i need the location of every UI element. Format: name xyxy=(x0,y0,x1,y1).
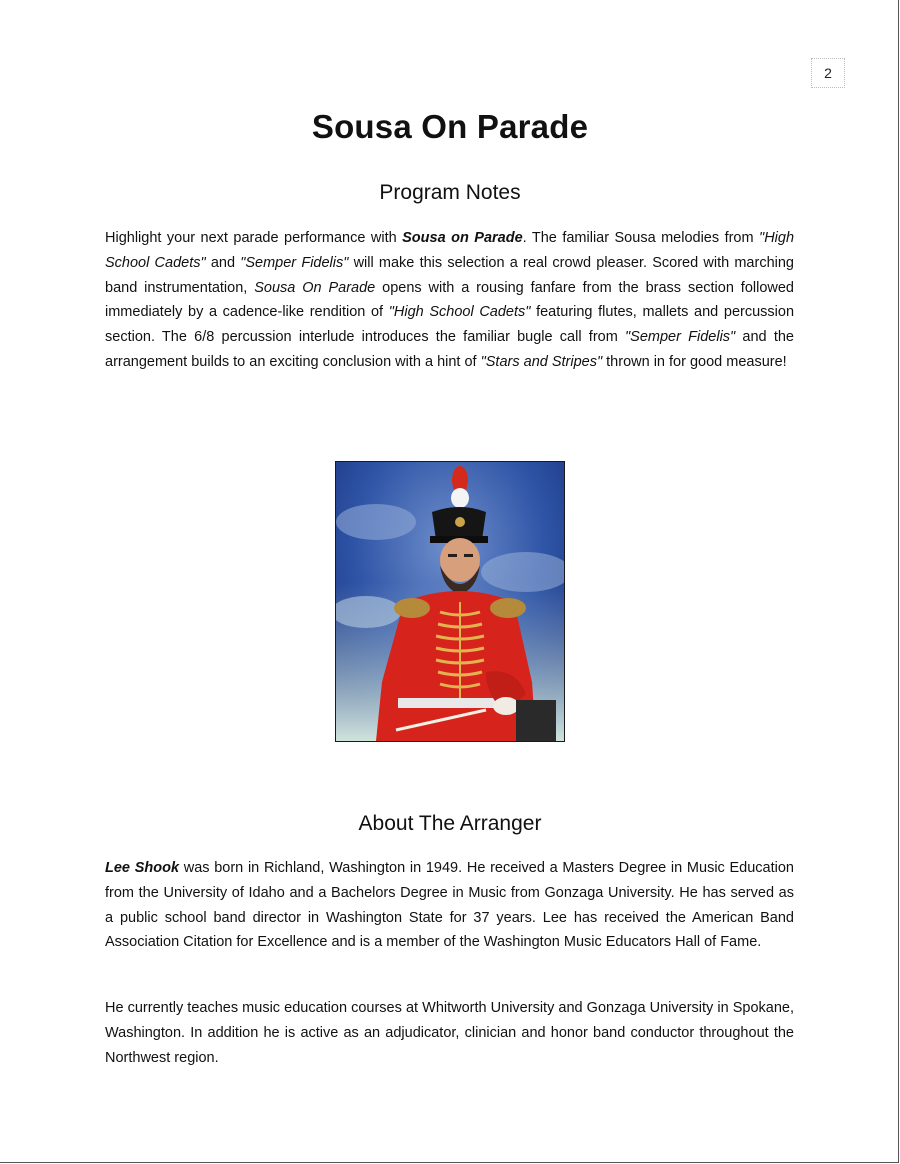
portrait-illustration xyxy=(336,462,564,741)
notes-title-emphasis: Sousa on Parade xyxy=(402,230,523,246)
notes-emphasis: "Semper Fidelis" xyxy=(240,254,349,271)
notes-text: and xyxy=(205,254,241,271)
notes-emphasis: "Stars and Stripes" xyxy=(480,353,603,370)
notes-emphasis: Sousa On Parade xyxy=(254,279,376,296)
notes-emphasis: "High School Cadets" xyxy=(388,304,531,321)
program-notes-paragraph xyxy=(105,226,794,375)
arranger-teaching-paragraph: He currently teaches music education courses at Whitworth University and Gonzaga University in Spokane, Washington. In addition he is active as an adjudicator, clinician and honor band conductor throughout the Northwest region. xyxy=(105,1000,794,1066)
program-notes-heading: Program Notes xyxy=(379,181,521,204)
arranger-bio-text: was born in Richland, Washington in 1949. He received a Masters Degree in Music Education from the University of Idaho and a Bachelors Degree in Music from Gonzaga University. He has served as a public school band director in Washington State for 37 years. Lee has received the American Band Association Citation for Excellence and is a member of the Washington Music Educators Hall of Fame. xyxy=(105,860,794,951)
notes-text: will make this selection a real crowd pleaser. Scored with marching band instrumentation, xyxy=(105,254,794,296)
notes-text: and the arrangement builds to an exciting conclusion with a hint of xyxy=(105,329,794,370)
arranger-name: Lee Shook xyxy=(105,860,180,876)
sousa-portrait-image xyxy=(335,461,565,742)
page-number: 2 xyxy=(811,58,845,88)
notes-text: featuring flutes, mallets and percussion section. The 6/8 percussion interlude introduces the familiar bugle call from xyxy=(105,304,795,346)
arranger-bio-paragraph xyxy=(105,856,794,955)
notes-text: Highlight your next parade performance with xyxy=(105,230,403,246)
arranger-heading: About The Arranger xyxy=(358,812,542,835)
notes-text: . The familiar Sousa melodies from xyxy=(522,230,760,246)
notes-text: opens with a rousing fanfare from the brass section followed immediately by a cadence-like rendition of xyxy=(105,279,794,321)
notes-text: thrown in for good measure! xyxy=(602,353,787,370)
notes-emphasis: "Semper Fidelis" xyxy=(625,329,736,346)
notes-emphasis: "High School Cadets" xyxy=(105,230,795,271)
page-title: Sousa On Parade xyxy=(311,108,589,145)
